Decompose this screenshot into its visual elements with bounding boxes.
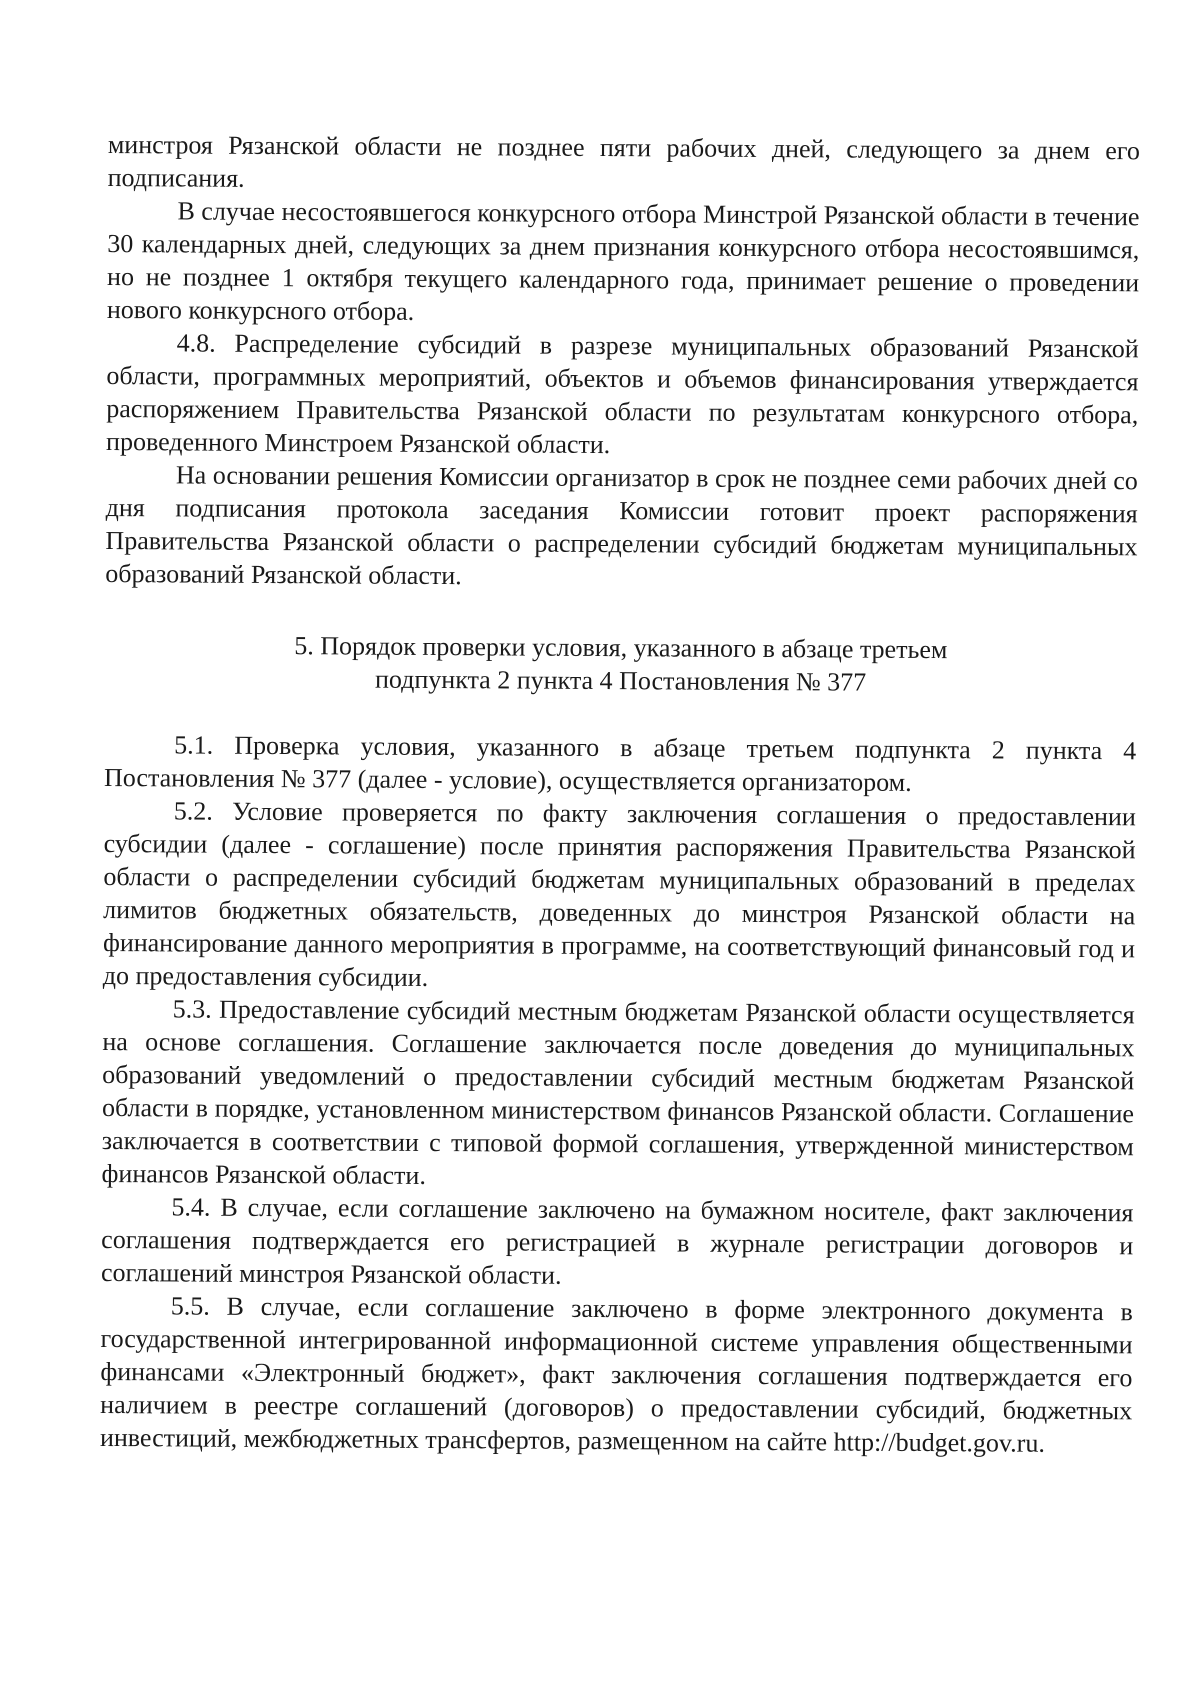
section-5-heading-line-1: 5. Порядок проверки условия, указанного в абзаце третьем — [294, 631, 948, 665]
paragraph-continuation: минстроя Рязанской области не позднее пяти рабочих дней, следующего за днем его подписания. — [107, 129, 1140, 193]
paragraph-5-3: 5.3. Предоставление субсидий местным бюджетам Рязанской области осуществляется на основе соглашения. Соглашение заключается после доведения до муниципальных образований уведомлений о предоставлении субсидий местным бюджетам Рязанской области в порядке, установленном министерством финансов Рязанской области. Соглашение заключается в соответствии с типовой формой соглашения, утвержденной министерством финансов Рязанской области. — [101, 994, 1135, 1190]
paragraph-5-4: 5.4. В случае, если соглашение заключено на бумажном носителе, факт заключения соглашения подтверждается его регистрацией в журнале регистрации договоров и соглашений минстроя Рязанской области. — [100, 1192, 1134, 1290]
paragraph-4-8: 4.8. Распределение субсидий в разрезе муниципальных образований Рязанской области, программных мероприятий, объектов и объемов финансирования утверждается распоряжением Правительства Рязанской области по результатам конкурсного отбора, проведенного Минстроем Рязанской области. — [105, 328, 1139, 460]
paragraph-failed-selection: В случае несостоявшегося конкурсного отбора Минстрой Рязанской области в течение 30 календарных дней, следующих за днем признания конкурсного отбора несостоявшимся, но не позднее 1 октября текущего календарного года, принимает решение о проведении нового конкурсного отбора. — [106, 196, 1140, 326]
paragraph-5-2: 5.2. Условие проверяется по факту заключения соглашения о предоставлении субсидии (далее - соглашение) после принятия распоряжения Правительства Рязанской области о распределении субсидий бюджетам муниципальных образований в пределах лимитов бюджетных обязательств, доведенных до минстроя Рязанской области на финансирование данного мероприятия в программе, на соответствующий финансовый год и до предоставления субсидии. — [102, 796, 1136, 992]
document-body — [100, 128, 1140, 1460]
paragraph-5-5: 5.5. В случае, если соглашение заключено в форме электронного документа в государственной интегрированной информационной системе управления общественными финансами «Электронный бюджет», факт заключения соглашения подтверждается его наличием в реестре соглашений (договоров) о предоставлении субсидий, бюджетных инвестиций, межбюджетных трансфертов, размещенном на сайте http://budget.gov.ru. — [99, 1291, 1133, 1458]
paragraph-5-1: 5.1. Проверка условия, указанного в абзаце третьем подпункта 2 пункта 4 Постановления № 377 (далее - условие), осуществляется организатором. — [103, 730, 1137, 797]
paragraph-commission-decision: На основании решения Комиссии организатор в срок не позднее семи рабочих дней со дня подписания протокола заседания Комиссии готовит проект распоряжения Правительства Рязанской области о распределении субсидий бюджетам муниципальных образований Рязанской области. — [105, 460, 1138, 591]
section-5-heading-line-2: подпункта 2 пункта 4 Постановления № 377 — [374, 664, 867, 697]
section-5-heading — [105, 628, 1137, 700]
